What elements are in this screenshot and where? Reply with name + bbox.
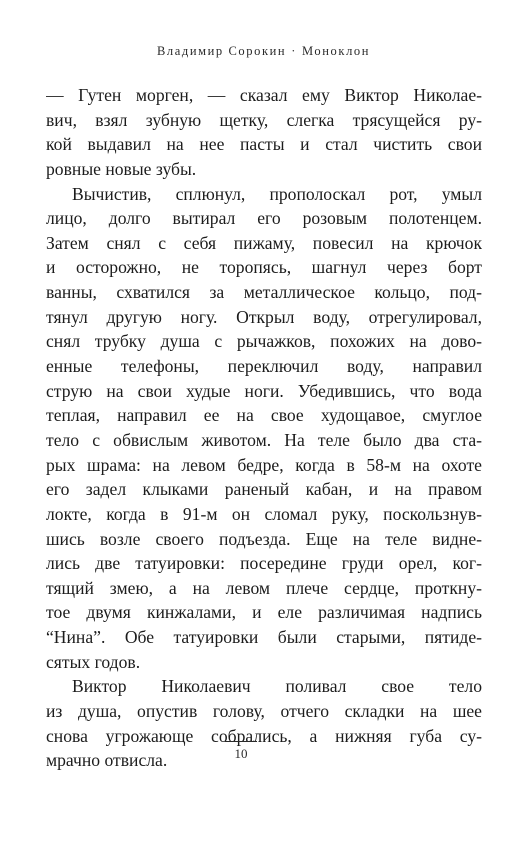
text-line: кой выдавил на нее пасты и стал чистить свои	[46, 134, 482, 155]
text-line: рых шрама: на левом бедре, когда в 58-м на охоте	[46, 454, 482, 475]
text-line: ровные новые зубы.	[46, 158, 197, 179]
text-line: тело с обвислым животом. На теле было два ста-	[46, 429, 482, 450]
text-line: сятых годов.	[46, 651, 141, 672]
text-line: струю на свои худые ноги. Убедившись, что вода	[46, 380, 482, 401]
text-line: лицо, долго вытирал его розовым полотенцем.	[46, 208, 482, 229]
text-line: ванны, схватился за металлическое кольцо, под-	[46, 282, 482, 303]
page-number: 10	[234, 746, 248, 761]
text-line: его задел клыками раненый кабан, и на правом	[46, 479, 482, 500]
text-line: енные телефоны, переключил воду, направил	[46, 356, 482, 377]
text-line: — Гутен морген, — сказал ему Виктор Николае-	[46, 85, 482, 105]
header-author: Владимир Сорокин	[156, 44, 287, 58]
text-line: снял трубку душа с рычажков, похожих на дово-	[46, 331, 482, 352]
text-line: тящий змею, а на левом плече сердце, проткну-	[46, 577, 482, 598]
text-line: и осторожно, не торопясь, шагнул через борт	[46, 257, 482, 278]
text-line: теплая, направил ее на свое худощавое, смуглое	[46, 405, 482, 426]
header-book-title: Моноклон	[302, 44, 371, 58]
text-line: тое двумя кинжалами, и еле различимая надпись	[46, 602, 482, 623]
text-line: шись возле своего подъезда. Еще на теле видне-	[46, 528, 482, 549]
header-separator: ·	[291, 44, 297, 58]
running-header	[0, 44, 527, 59]
text-line: “Нина”. Обе татуировки были старыми, пятиде-	[46, 627, 482, 648]
footer-rule	[225, 741, 257, 742]
text-line: Вычистив, сплюнул, прополоскал рот, умыл	[72, 183, 482, 204]
text-line: лись две татуировки: посередине груди орел, ког-	[46, 553, 482, 574]
body-text	[46, 83, 482, 773]
text-line: из душа, опустив голову, отчего складки на шее	[46, 701, 482, 722]
text-line: вич, взял зубную щетку, слегка трясущейся ру-	[46, 109, 482, 130]
text-line: Затем снял с себя пижаму, повесил на крючок	[46, 232, 482, 253]
text-line: снова угрожающе собрались, а нижняя губа су-	[46, 725, 482, 746]
text-line: локте, когда в 91-м он сломал руку, поскользнув-	[46, 503, 482, 524]
text-line: Виктор Николаевич поливал свое тело	[72, 676, 482, 697]
text-line: мрачно отвисла.	[46, 750, 168, 771]
text-line: тянул другую ногу. Открыл воду, отрегулировал,	[46, 306, 482, 327]
